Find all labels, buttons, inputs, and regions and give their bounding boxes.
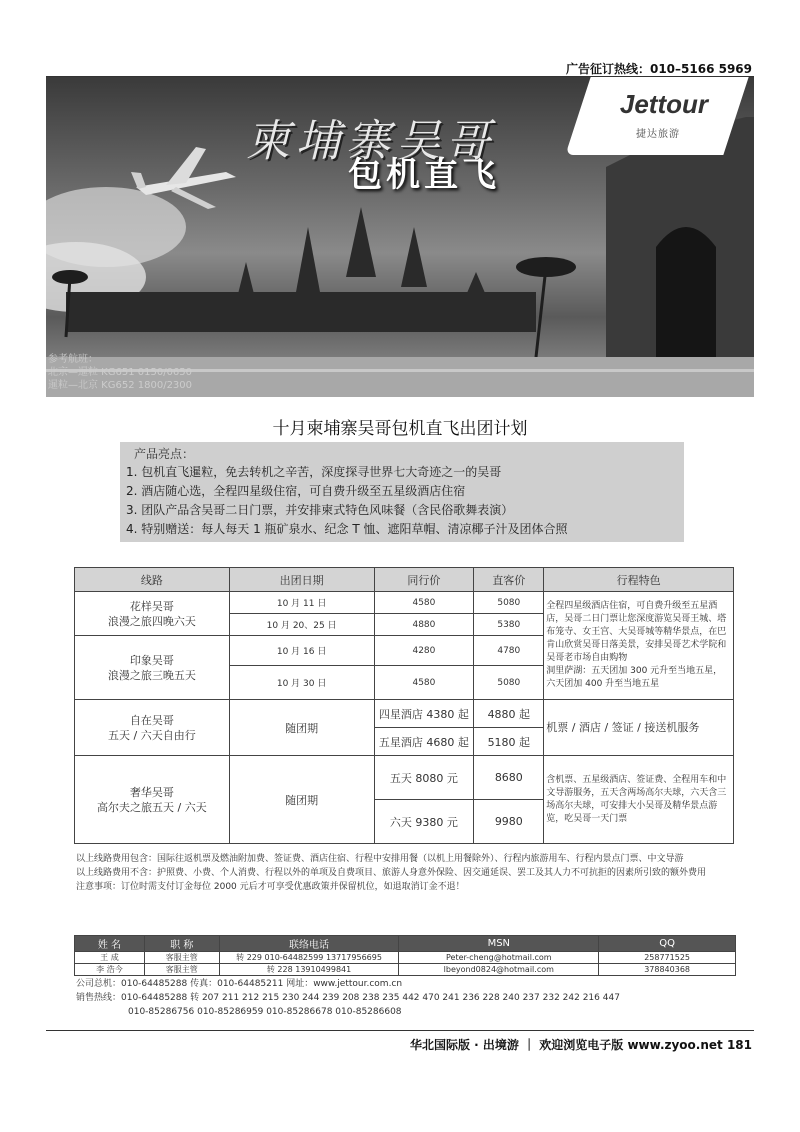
features-cell: 机票 / 酒店 / 签证 / 接送机服务: [544, 700, 734, 756]
peer-price-cell: 4580: [374, 592, 474, 614]
contact-phone: 转 228 13910499841: [219, 964, 399, 976]
ad-hotline: 广告征订热线：010–5166 5969: [565, 62, 752, 76]
table-row: [75, 952, 736, 964]
contact-title: 客服主管: [144, 964, 219, 976]
contacts-header-row: [75, 936, 736, 952]
caution-note: 注意事项：订位时需支付订金每位 2000 元后才可享受优惠政策并保留机位，如退取消订金不退！: [76, 882, 465, 892]
contact-qq: 378840368: [599, 964, 736, 976]
banner-subtitle: 包机直飞: [348, 155, 500, 195]
peer-price-cell: 4280: [374, 636, 474, 666]
direct-price-cell: 5180 起: [474, 728, 544, 756]
col-header-peer-price: 同行价: [374, 568, 474, 592]
feature-text: 全程四星级酒店住宿，可自费升级至五星酒店，吴哥二日门票让您深度游览吴哥王城、塔布笼寺、女王宫、大吴哥城等精华景点，在巴肯山欣赏吴哥日落美景，安排吴哥艺术学院和吴哥老市场自由购物: [546, 601, 727, 663]
direct-price-cell: 4880 起: [474, 700, 544, 728]
included-note: 以上线路费用包含：国际往返机票及燃油附加费、签证费、酒店住宿、行程中安排用餐（以机上用餐除外）、行程内旅游用车、行程内景点门票、中文导游: [76, 854, 684, 864]
contact-title: 客服主管: [144, 952, 219, 964]
highlight-item: 2. 酒店随心选，全程四星级住宿，可自费升级至五星级酒店住宿: [126, 484, 466, 498]
route-cell: [75, 592, 230, 636]
flight-line: 北京—暹粒 KG651 0150/0650: [48, 367, 193, 378]
direct-price-cell: 5080: [474, 666, 544, 700]
peer-price-cell: 五天 8080 元: [374, 756, 474, 800]
contact-header: 姓 名: [75, 936, 145, 952]
flight-line: 参考航班：: [48, 354, 98, 365]
flight-line: 暹粒—北京 KG652 1800/2300: [48, 380, 193, 391]
table-row: [75, 756, 734, 800]
date-cell: 随团期: [229, 700, 374, 756]
contact-header: MSN: [399, 936, 599, 952]
contact-name: 王 成: [75, 952, 145, 964]
contact-header: QQ: [599, 936, 736, 952]
route-desc: 五天 / 六天自由行: [108, 728, 196, 742]
bottom-divider: [46, 1030, 754, 1031]
peer-price-cell: 四星酒店 4380 起: [374, 700, 474, 728]
logo-subtitle: 捷达旅游: [636, 129, 680, 140]
date-cell: 10 月 16 日: [229, 636, 374, 666]
feature-text: 洞里萨湖：五天团加 300 元升至当地五星，六天团加 400 升至当地五星: [546, 666, 723, 689]
route-cell: [75, 700, 230, 756]
banner-title: 柬埔寨吴哥: [246, 116, 496, 167]
company-line: 公司总机：010-64485288 传真：010-64485211 网址：www.jettour.com.cn: [76, 979, 403, 989]
contact-phone: 转 229 010-64482599 13717956695: [219, 952, 399, 964]
table-row: [75, 700, 734, 728]
contacts-table: [74, 935, 736, 976]
route-name: 印象吴哥: [129, 653, 174, 667]
contact-qq: 258771525: [599, 952, 736, 964]
contact-name: 李 浩今: [75, 964, 145, 976]
excluded-note: 以上线路费用不含：护照费、小费、个人消费、行程以外的单项及自费项目、旅游人身意外保险、因交通延误、罢工及其人力不可抗拒的因素所引致的额外费用: [76, 868, 707, 878]
highlight-item: 1. 包机直飞暹粒，免去转机之辛苦，深度探寻世界七大奇迹之一的吴哥: [126, 465, 502, 479]
direct-price-cell: 4780: [474, 636, 544, 666]
peer-price-cell: 4880: [374, 614, 474, 636]
date-cell: 10 月 11 日: [229, 592, 374, 614]
date-cell: 10 月 30 日: [229, 666, 374, 700]
col-header-dates: 出团日期: [229, 568, 374, 592]
jettour-logo: Jettour: [619, 89, 708, 119]
company-info: [76, 977, 736, 1019]
highlight-item: 3. 团队产品含吴哥二日门票，并安排柬式特色风味餐（含民俗歌舞表演）: [126, 503, 514, 517]
route-cell: [75, 756, 230, 844]
features-cell: 含机票、五星级酒店、签证费、全程用车和中文导游服务，五天含两场高尔夫球，六天含三场高尔夫球，可安排大小吴哥及精华景点游览，吃吴哥一天门票: [544, 756, 734, 844]
col-header-route: 线路: [75, 568, 230, 592]
date-cell: 随团期: [229, 756, 374, 844]
table-row: [75, 592, 734, 614]
flight-info: [48, 353, 192, 392]
table-header-row: [75, 568, 734, 592]
highlight-item: 4. 特别赠送：每人每天 1 瓶矿泉水、纪念 T 恤、遮阳草帽、清凉椰子汁及团体合照: [126, 522, 568, 536]
route-desc: 高尔夫之旅五天 / 六天: [97, 800, 207, 814]
route-name: 花样吴哥: [129, 599, 174, 613]
features-cell: [544, 592, 734, 700]
product-highlights: [120, 442, 684, 542]
company-line: 010-85286756 010-85286959 010-85286678 010-85286608: [128, 1007, 402, 1017]
peer-price-cell: 五星酒店 4680 起: [374, 728, 474, 756]
plan-title: 十月柬埔寨吴哥包机直飞出团计划: [272, 419, 528, 439]
col-header-direct-price: 直客价: [474, 568, 544, 592]
contact-msn: Peter-cheng@hotmail.com: [399, 952, 599, 964]
contact-msn: lbeyond0824@hotmail.com: [399, 964, 599, 976]
route-desc: 浪漫之旅三晚五天: [107, 668, 196, 682]
itinerary-table: [74, 567, 734, 844]
peer-price-cell: 4580: [374, 666, 474, 700]
date-cell: 10 月 20、25 日: [229, 614, 374, 636]
direct-price-cell: 5380: [474, 614, 544, 636]
table-row: [75, 964, 736, 976]
route-desc: 浪漫之旅四晚六天: [107, 614, 196, 628]
direct-price-cell: 9980: [474, 800, 544, 844]
direct-price-cell: 5080: [474, 592, 544, 614]
route-name: 奢华吴哥: [129, 785, 174, 799]
contact-header: 联络电话: [219, 936, 399, 952]
route-name: 自在吴哥: [129, 713, 174, 727]
company-line: 销售热线：010-64485288 转 207 211 212 215 230 244 239 208 238 235 442 470 241 236 228 240 237 232 242 216 447: [76, 993, 620, 1003]
page-footer: 华北国际版 · 出境游 ｜ 欢迎浏览电子版 www.zyoo.net 181: [410, 1038, 752, 1052]
hero-banner: [46, 77, 754, 397]
route-cell: [75, 636, 230, 700]
col-header-features: 行程特色: [544, 568, 734, 592]
peer-price-cell: 六天 9380 元: [374, 800, 474, 844]
contact-header: 职 称: [144, 936, 219, 952]
direct-price-cell: 8680: [474, 756, 544, 800]
notes: [76, 852, 736, 894]
highlights-title: 产品亮点：: [134, 447, 195, 461]
